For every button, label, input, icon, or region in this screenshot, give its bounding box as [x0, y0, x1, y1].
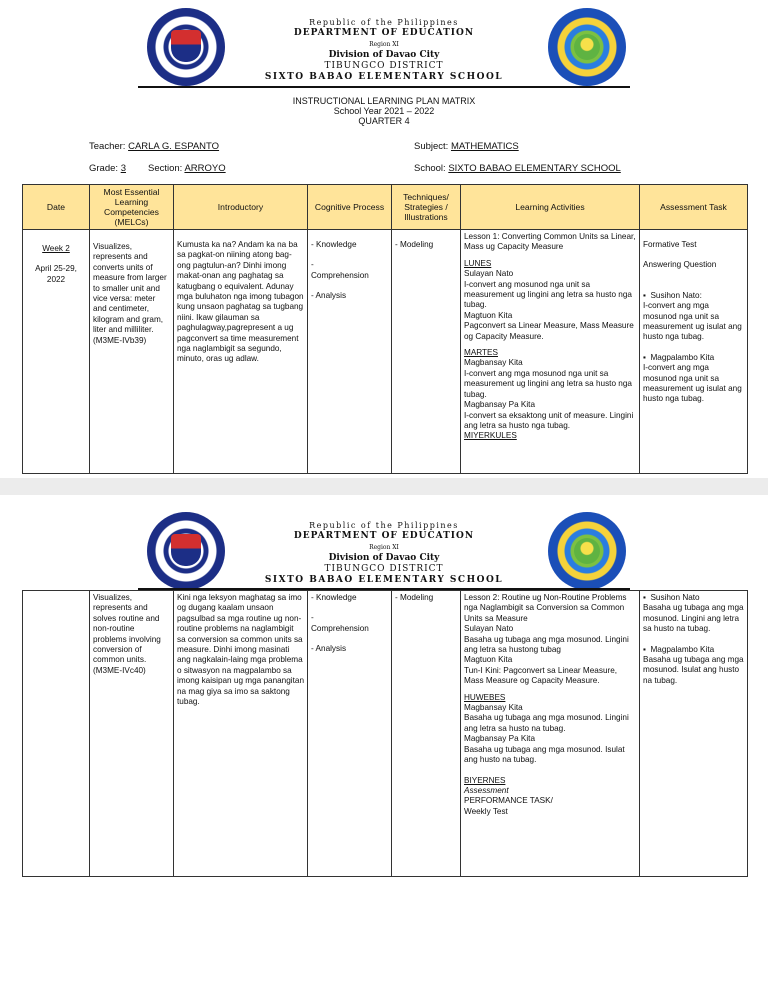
department-line: DEPARTMENT OF EDUCATION	[293, 531, 475, 541]
district-line: TIBUNGCO DISTRICT	[324, 61, 444, 71]
plan-title: INSTRUCTIONAL LEARNING PLAN MATRIX	[292, 96, 476, 106]
cognitive-comprehension: Comprehension	[311, 623, 369, 633]
bullet-title: Magpalambo Kita	[650, 352, 715, 362]
school-line: SIXTO BABAO ELEMENTARY SCHOOL	[264, 575, 504, 585]
activity-text: Basaha ug tubaga ang mga mosunod. Lingini ang letra sa hustong tubag	[464, 634, 632, 655]
quarter: QUARTER 4	[358, 116, 410, 126]
activity-title: Sulayan Nato	[464, 269, 514, 279]
table-header-row	[23, 185, 748, 230]
school-field	[414, 163, 621, 174]
day-lunes: LUNES	[464, 258, 492, 268]
date-cell	[23, 591, 90, 877]
assessment-subtitle: Answering Question	[643, 260, 717, 270]
school-value: SIXTO BABAO ELEMENTARY SCHOOL	[448, 163, 621, 174]
section-value: ARROYO	[184, 163, 226, 174]
cognitive-analysis: - Analysis	[311, 644, 347, 654]
section-field	[148, 163, 226, 174]
technique-text: - Modeling	[395, 240, 434, 249]
assessment-bullet-2: ▪ Magpalambo Kita	[643, 352, 715, 362]
date-range: April 25-29, 2022	[35, 264, 80, 284]
assessment-cell	[640, 591, 748, 877]
activities-cell	[461, 591, 640, 877]
col-melcs: Most Essential Learning Competencies (MELCs)	[90, 185, 174, 230]
assessment-title: Formative Test	[643, 240, 697, 249]
intro-text: Kini nga leksyon maghatag sa imo og dugang kaalam unsaon pagsulbad sa mga routine ug non-routine problems na naglambigit sa conversion sa common units sa measure. Dinhi imong masinati ang nagkalain-laing mga problema o sitwasyon na magpalambo sa imong kaisipan ug mga panangitan na mag giya sa imo sa saktong tubag.	[177, 593, 307, 707]
cognitive-knowledge: - Knowledge	[311, 593, 357, 602]
letterhead	[0, 520, 768, 586]
activity-title: Sulayan Nato	[464, 624, 514, 634]
activity-text: Basaha ug tubaga ang mga mosunod. Lingini ang letra sa husto na tubag.	[464, 713, 632, 733]
technique-text: - Modeling	[395, 593, 434, 602]
activity-title: Magbansay Kita	[464, 358, 523, 368]
cognitive-comprehension: Comprehension	[311, 270, 369, 280]
cognitive-dash: -	[311, 613, 314, 623]
table-row	[23, 230, 748, 474]
district-line: TIBUNGCO DISTRICT	[324, 564, 444, 574]
cognitive-cell	[308, 230, 392, 474]
region-line: Region XI	[369, 544, 399, 551]
bullet-title: Susihon Nato:	[650, 290, 702, 300]
letterhead	[0, 17, 768, 83]
technique-cell	[392, 230, 461, 474]
bullet-text: I-convert ang mga mosunod nga unit sa measurement ug isulat ang husto nga tubag.	[643, 363, 745, 404]
cognitive-cell	[308, 591, 392, 877]
plan-title-block	[0, 96, 768, 126]
grade-label: Grade:	[89, 163, 119, 174]
teacher-label: Teacher:	[89, 141, 126, 152]
day-martes: MARTES	[464, 348, 498, 358]
assessment-bullet-1: ▪ Susihon Nato	[643, 593, 700, 602]
bullet-text: Basaha ug tubaga ang mga mosunod. Lingini ang letra sa husto na tubag.	[643, 603, 746, 634]
col-date: Date	[23, 185, 90, 230]
bullet-title: Susihon Nato	[650, 593, 700, 602]
activity-title: Magbansay Kita	[464, 703, 523, 713]
subject-field	[414, 141, 519, 152]
col-assessment: Assessment Task	[640, 185, 748, 230]
assessment-bullet-1: ▪ Susihon Nato:	[643, 290, 702, 300]
school-label: School:	[414, 163, 446, 174]
activity-text: Tun-I Kini: Pagconvert sa Linear Measure, Mass Measure og Capacity Measure.	[464, 665, 620, 686]
week-label: Week 2	[42, 244, 70, 253]
day-miyerkules: MIYERKULES	[464, 431, 517, 441]
col-activities: Learning Activities	[461, 185, 640, 230]
weekly-test: Weekly Test	[464, 806, 508, 816]
activity-text: Pagconvert sa Linear Measure, Mass Measure og Capacity Measure.	[464, 321, 637, 341]
document-page-2	[0, 495, 768, 1006]
intro-cell	[174, 591, 308, 877]
activity-title: Magbansay Pa Kita	[464, 734, 536, 744]
activities-cell	[461, 230, 640, 474]
grade-field	[89, 163, 126, 174]
teacher-value: CARLA G. ESPANTO	[128, 141, 220, 152]
melc-text: Visualizes, represents and solves routine and non-routine problems involving conversion of common units. (M3ME-IVc40)	[93, 593, 164, 675]
subject-label: Subject:	[414, 141, 449, 152]
republic-line: Republic of the Philippines	[309, 521, 459, 530]
teacher-field	[89, 141, 219, 152]
technique-cell	[392, 591, 461, 877]
header-rule	[138, 86, 630, 88]
activity-title: Magtuon Kita	[464, 310, 513, 320]
date-cell	[23, 230, 90, 474]
school-year: School Year 2021 – 2022	[333, 106, 435, 116]
intro-text: Kumusta ka na? Andam ka na ba sa pagkat-on niining atong bag-ong pagtulun-an? Dinhi imong makat-onan ang paghatag sa katugbang o equivalent. Adunay mga buluhaton nga imong tubagon kung unsaon paghatag sa tugbang niini. Ikaw gilauman sa paghulagway,pagrepresent a ug pagconvert sa time measurement nga naglambigit sa segundo, minuto, oras ug adlaw.	[177, 240, 306, 364]
bullet-text: I-convert ang mga mosunod nga unit sa measurement ug isulat ang husto nga tubag.	[643, 301, 745, 342]
activity-title: Magbansay Pa Kita	[464, 400, 536, 410]
region-line: Region XI	[369, 41, 399, 48]
activity-text: Basaha ug tubaga ang mga mosunod. Isulat ang husto na tubag.	[464, 744, 627, 765]
plan-matrix-table-1	[22, 184, 748, 474]
intro-cell	[174, 230, 308, 474]
grade-value: 3	[120, 163, 126, 174]
assessment-label: Assessment	[464, 785, 509, 795]
section-label: Section:	[148, 163, 183, 174]
day-huwebes: HUWEBES	[464, 692, 506, 702]
division-line: Division of Davao City	[328, 553, 440, 563]
melc-cell	[90, 230, 174, 474]
performance-task: PERFORMANCE TASK/	[464, 796, 553, 806]
bullet-title: Magpalambo Kita	[650, 644, 715, 654]
republic-line: Republic of the Philippines	[309, 18, 459, 27]
col-introductory: Introductory	[174, 185, 308, 230]
col-cognitive: Cognitive Process	[308, 185, 392, 230]
school-line: SIXTO BABAO ELEMENTARY SCHOOL	[264, 72, 504, 82]
cognitive-dash: -	[311, 260, 314, 270]
day-biyernes: BIYERNES	[464, 775, 506, 785]
col-techniques: Techniques/ Strategies / Illustrations	[392, 185, 461, 230]
activity-text: I-convert ang mga mosunod nga unit sa measurement ug lingini ang letra sa husto nga tubag.	[464, 368, 635, 399]
activity-text: I-convert sa eksaktong unit of measure. Lingini ang letra sa husto nga tubag.	[464, 410, 636, 430]
table-row	[23, 591, 748, 877]
subject-value: MATHEMATICS	[450, 141, 519, 152]
lesson-title: Lesson 2: Routine ug Non-Routine Problems nga Naglambigit sa Conversion sa Common Units sa Measure	[464, 593, 629, 623]
cognitive-analysis: - Analysis	[311, 291, 347, 301]
melc-cell	[90, 591, 174, 877]
department-line: DEPARTMENT OF EDUCATION	[293, 28, 475, 38]
melc-text: Visualizes, represents and converts units of measure from larger to smaller unit and vice versa: meter and centimeter, kilogram and gram, liter and milliliter. (M3ME-IVb39)	[93, 242, 169, 345]
assessment-bullet-2: ▪ Magpalambo Kita	[643, 644, 715, 654]
assessment-cell	[640, 230, 748, 474]
bullet-text: Basaha ug tubaga ang mga mosunod. Isulat ang husto na tubag.	[643, 655, 746, 685]
lesson-title: Lesson 1: Converting Common Units sa Linear, Mass ug Capacity Measure	[464, 232, 638, 252]
document-page-1	[0, 0, 768, 478]
division-line: Division of Davao City	[328, 50, 440, 60]
activity-text: I-convert ang mosunod nga unit sa measurement ug lingini ang letra sa husto nga tubag.	[464, 279, 635, 310]
plan-matrix-table-2	[22, 590, 748, 877]
activity-title: Magtuon Kita	[464, 655, 513, 665]
cognitive-knowledge: - Knowledge	[311, 240, 357, 249]
